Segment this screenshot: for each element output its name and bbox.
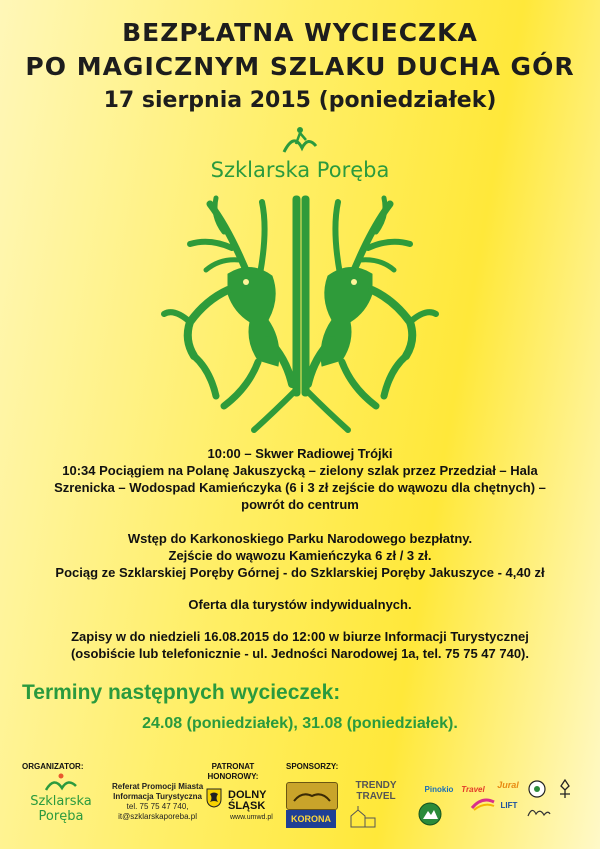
organizer-details (112, 782, 203, 822)
sponsor-pinokio: Pinokio (424, 784, 454, 794)
patron-name-line: DOLNY (228, 789, 267, 801)
fee-line: Pociąg ze Szklarskiej Poręby Górnej - do Szklarskiej Poręby Jakuszyce - 4,40 zł (55, 565, 545, 580)
sponsor-trendy-travel (345, 780, 407, 802)
church-building-icon (348, 806, 378, 828)
organizer-detail: it@szklarskaporeba.pl (118, 812, 197, 821)
title-line-2: PO MAGICZNYM SZLAKU DUCHA GÓR (25, 52, 575, 81)
schedule-line: Szrenicka – Wodospad Kamieńczyka (6 i 3 zł zejście do wąwozu dla chętnych) – (54, 480, 546, 495)
organizer-logo-icon (44, 772, 78, 794)
patron-name (228, 790, 267, 812)
registration-line: (osobiście lub telefonicznie - ul. Jedności Narodowej 1a, tel. 75 75 47 740). (70, 646, 530, 661)
organizer-logo-line: Poręba (38, 809, 84, 824)
mountain-figure-icon (280, 124, 320, 158)
sponsor-lift: LIFT (500, 800, 518, 810)
patron-name-line: ŚLĄSK (228, 800, 266, 812)
organizer-detail: tel. 75 75 47 740, (126, 802, 189, 811)
organizer-detail: Informacja Turystyczna (113, 792, 202, 801)
town-logo-text: Szklarska Poręba (210, 158, 390, 182)
sponsor-round-logo-icon (528, 780, 546, 798)
coat-of-arms-icon (206, 788, 222, 808)
patron-url: www.umwd.pl (230, 814, 273, 821)
swoosh-icon (470, 796, 496, 812)
sponsor-trendy-line: TRAVEL (356, 791, 396, 802)
national-park-badge-icon (418, 802, 442, 826)
sponsor-jural: Jural (497, 780, 519, 790)
sponsor-korona: KORONA (286, 810, 336, 828)
registration-line: Zapisy w do niedzieli 16.08.2015 do 12:00 w biurze Informacji Turystycznej (71, 629, 529, 644)
organizer-detail: Referat Promocji Miasta (112, 782, 204, 791)
date-line: 17 sierpnia 2015 (poniedziałek) (103, 88, 497, 113)
patronage-label-line: HONOROWY: (207, 772, 259, 781)
offer-line: Oferta dla turystów indywidualnych. (188, 597, 412, 612)
organizer-logo-line: Szklarska (30, 794, 92, 809)
signature-logo-icon (526, 804, 552, 820)
next-trips-heading: Terminy następnych wycieczek: (22, 681, 341, 704)
next-trips-dates: 24.08 (poniedziałek), 31.08 (poniedziałek). (142, 715, 458, 732)
sponsor-trendy-line: TRENDY (355, 780, 397, 791)
patronage-label-line: PATRONAT (211, 762, 255, 771)
schedule-line: 10:00 – Skwer Radiowej Trójki (207, 446, 393, 461)
organizer-label: ORGANIZATOR: (22, 762, 84, 771)
patronage-label (204, 762, 262, 782)
fee-line: Wstęp do Karkonoskiego Parku Narodowego bezpłatny. (127, 531, 473, 546)
footer (0, 758, 600, 849)
sponsor-emblem-icon (292, 789, 332, 803)
sponsor-travel: Travel (461, 784, 485, 794)
schedule-line: 10:34 Pociągiem na Polanę Jakuszycką – zielony szlak przez Przedział – Hala (62, 463, 538, 478)
fee-line: Zejście do wąwozu Kamieńczyka 6 zł / 3 zł. (168, 548, 432, 563)
organizer-logo-text (26, 794, 96, 824)
schedule-line: powrót do centrum (241, 497, 359, 512)
fees-block (15, 530, 585, 581)
schedule-block (15, 445, 585, 513)
title-line-1: BEZPŁATNA WYCIECZKA (122, 18, 478, 47)
sponsors-label: SPONSORZY: (286, 762, 339, 771)
heraldic-figure-icon (556, 778, 574, 800)
sponsor-logo-allegro (286, 782, 338, 810)
mountain-spirit-emblem-icon (150, 190, 450, 440)
registration-block (15, 628, 585, 662)
